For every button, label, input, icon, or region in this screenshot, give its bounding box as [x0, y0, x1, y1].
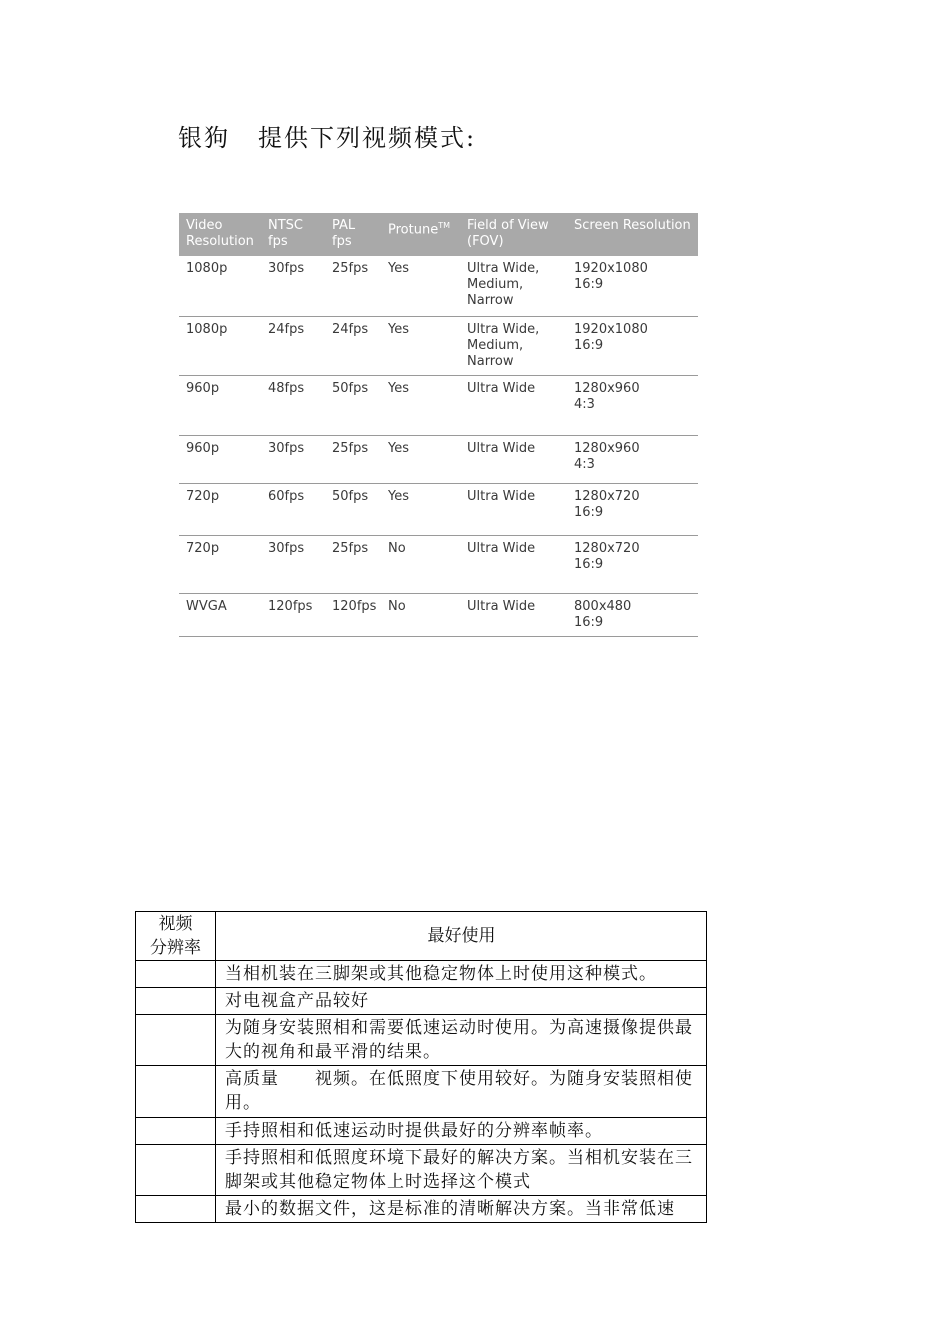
- cell-protune: Yes: [381, 483, 460, 535]
- cn-row: [136, 961, 707, 988]
- cn-row: [136, 1145, 707, 1196]
- cn-row: [136, 1196, 707, 1223]
- cell-protune: Yes: [381, 256, 460, 316]
- cell-resolution: 1080p: [179, 256, 261, 316]
- cell-fov: Ultra Wide: [460, 483, 567, 535]
- cell-ntsc-fps: 48fps: [261, 375, 325, 435]
- cn-row-value: 手持照相和低速运动时提供最好的分辨率帧率。: [216, 1118, 707, 1145]
- cn-row-key: [136, 1145, 216, 1196]
- cell-pal-fps: 25fps: [325, 256, 381, 316]
- cell-fov: Ultra Wide: [460, 535, 567, 593]
- cell-ntsc-fps: 30fps: [261, 535, 325, 593]
- page-heading: [178, 118, 476, 153]
- cn-row-key: [136, 1118, 216, 1145]
- spec-row: [179, 256, 698, 316]
- cn-row: [136, 1015, 707, 1066]
- cn-row-key: [136, 961, 216, 988]
- cell-resolution: 960p: [179, 435, 261, 483]
- header-video-resolution: Video Resolution: [179, 213, 261, 256]
- cn-header-value: 最好使用: [216, 912, 707, 961]
- cell-screen-resolution: 1920x1080 16:9: [567, 256, 698, 316]
- cell-fov: Ultra Wide, Medium, Narrow: [460, 316, 567, 375]
- cn-row: [136, 1118, 707, 1145]
- cell-pal-fps: 24fps: [325, 316, 381, 375]
- cn-row-value: 高质量 视频。在低照度下使用较好。为随身安装照相使用。: [216, 1066, 707, 1118]
- cn-row-key: [136, 1196, 216, 1223]
- cell-screen-resolution: 1280x720 16:9: [567, 535, 698, 593]
- header-field-of-view: Field of View (FOV): [460, 213, 567, 256]
- cn-row-key: [136, 1015, 216, 1066]
- heading-brand: 银狗: [178, 124, 230, 152]
- cell-ntsc-fps: 30fps: [261, 435, 325, 483]
- header-pal-fps: PAL fps: [325, 213, 381, 256]
- cell-ntsc-fps: 30fps: [261, 256, 325, 316]
- cell-protune: No: [381, 593, 460, 636]
- cell-pal-fps: 50fps: [325, 375, 381, 435]
- cn-header-row: [136, 912, 707, 961]
- cn-row-value: 对电视盒产品较好: [216, 988, 707, 1015]
- header-ntsc-fps: NTSC fps: [261, 213, 325, 256]
- cell-resolution: 720p: [179, 483, 261, 535]
- cell-screen-resolution: 1920x1080 16:9: [567, 316, 698, 375]
- spec-row: [179, 375, 698, 435]
- header-protune: Protune™: [381, 213, 460, 256]
- cell-screen-resolution: 1280x960 4:3: [567, 375, 698, 435]
- cell-fov: Ultra Wide, Medium, Narrow: [460, 256, 567, 316]
- cell-resolution: 960p: [179, 375, 261, 435]
- video-mode-spec-table: [179, 213, 698, 637]
- cell-ntsc-fps: 24fps: [261, 316, 325, 375]
- header-screen-resolution: Screen Resolution: [567, 213, 698, 256]
- cell-pal-fps: 50fps: [325, 483, 381, 535]
- cell-resolution: 720p: [179, 535, 261, 593]
- cn-row-key: [136, 988, 216, 1015]
- cn-row-value: 手持照相和低照度环境下最好的解决方案。当相机安装在三脚架或其他稳定物体上时选择这个模式: [216, 1145, 707, 1196]
- cn-row-value: 当相机装在三脚架或其他稳定物体上时使用这种模式。: [216, 961, 707, 988]
- cell-ntsc-fps: 60fps: [261, 483, 325, 535]
- cell-protune: Yes: [381, 316, 460, 375]
- cell-screen-resolution: 1280x720 16:9: [567, 483, 698, 535]
- spec-row: [179, 483, 698, 535]
- cn-row: [136, 988, 707, 1015]
- cell-resolution: 1080p: [179, 316, 261, 375]
- cell-resolution: WVGA: [179, 593, 261, 636]
- cell-fov: Ultra Wide: [460, 435, 567, 483]
- cell-fov: Ultra Wide: [460, 593, 567, 636]
- cell-screen-resolution: 1280x960 4:3: [567, 435, 698, 483]
- spec-row: [179, 593, 698, 636]
- cell-protune: No: [381, 535, 460, 593]
- cell-pal-fps: 25fps: [325, 435, 381, 483]
- best-use-table: [135, 911, 707, 1223]
- spec-header-row: [179, 213, 698, 256]
- cn-row-key: [136, 1066, 216, 1118]
- cell-screen-resolution: 800x480 16:9: [567, 593, 698, 636]
- cell-fov: Ultra Wide: [460, 375, 567, 435]
- cn-row-value: 为随身安装照相和需要低速运动时使用。为高速摄像提供最大的视角和最平滑的结果。: [216, 1015, 707, 1066]
- cell-ntsc-fps: 120fps: [261, 593, 325, 636]
- heading-text: 提供下列视频模式:: [258, 124, 477, 152]
- spec-row: [179, 535, 698, 593]
- cell-protune: Yes: [381, 435, 460, 483]
- cn-header-key: 视频 分辨率: [136, 912, 216, 961]
- cell-pal-fps: 120fps: [325, 593, 381, 636]
- cell-pal-fps: 25fps: [325, 535, 381, 593]
- cell-protune: Yes: [381, 375, 460, 435]
- cn-row-value: 最小的数据文件，这是标准的清晰解决方案。当非常低速: [216, 1196, 707, 1223]
- spec-row: [179, 435, 698, 483]
- spec-row: [179, 316, 698, 375]
- cn-row: [136, 1066, 707, 1118]
